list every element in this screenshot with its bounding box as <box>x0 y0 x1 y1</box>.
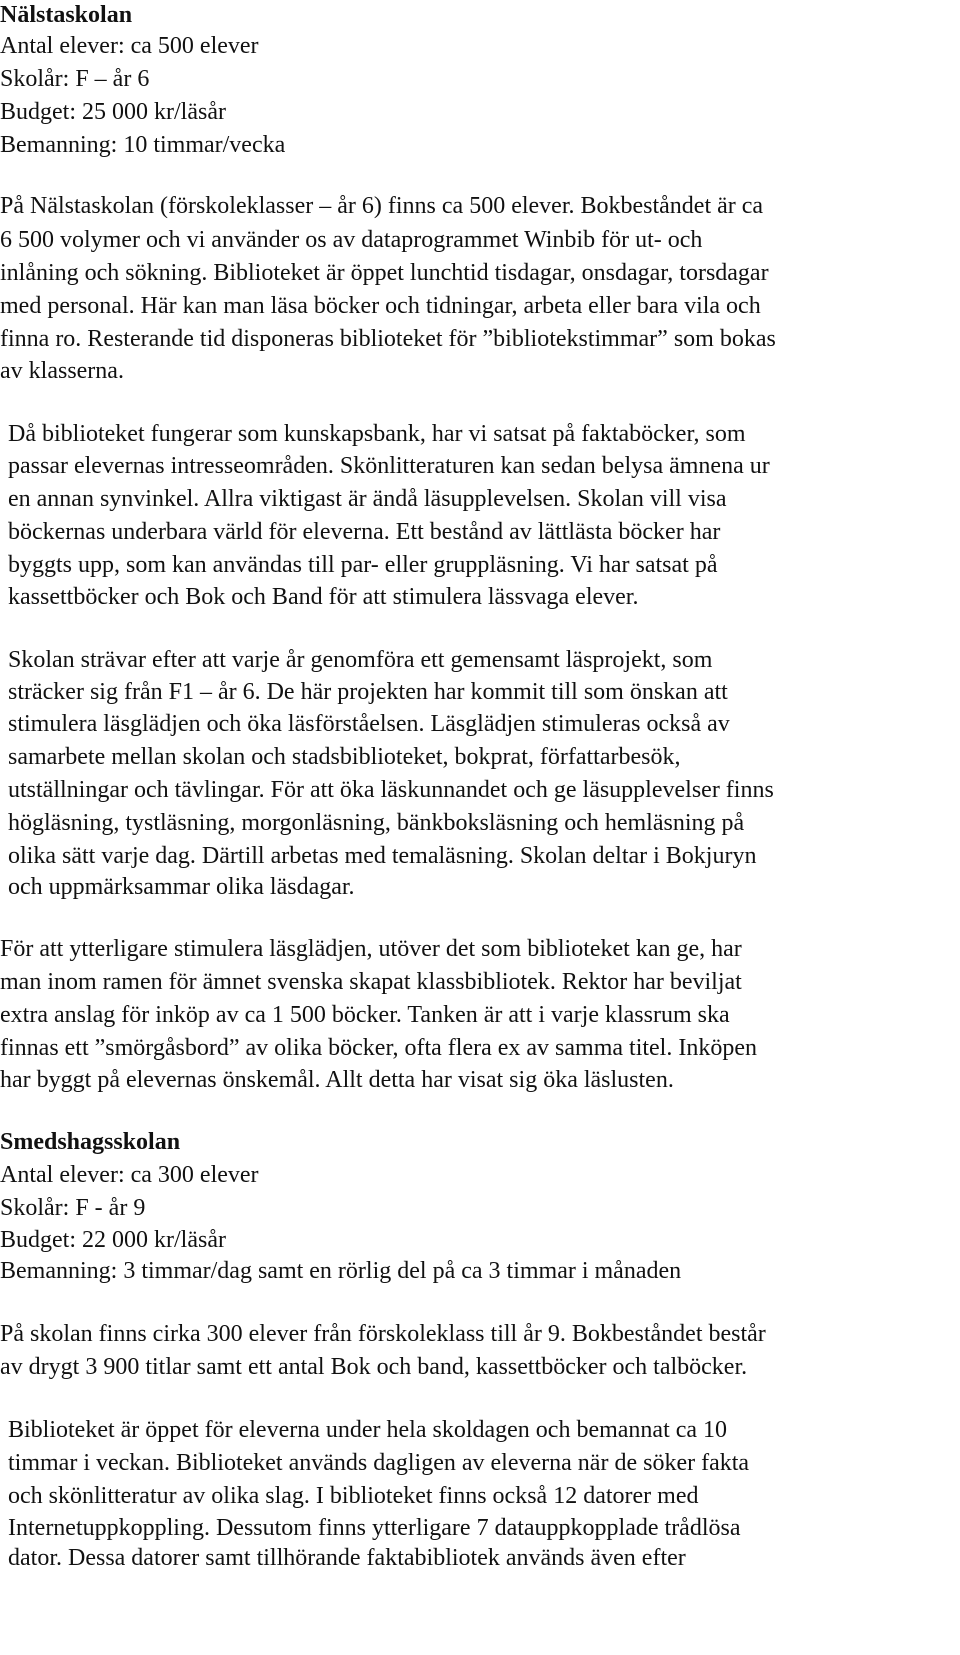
text-line: samarbete mellan skolan och stadsbiblioteket, bokprat, författarbesök, <box>8 744 681 770</box>
text-line: av klasserna. <box>0 358 124 384</box>
text-line: dator. Dessa datorer samt tillhörande faktabibliotek används även efter <box>8 1545 686 1571</box>
school-heading: Smedshagsskolan <box>0 1129 181 1155</box>
text-line: extra anslag för inköp av ca 1 500 böcker. Tanken är att i varje klassrum ska <box>0 1002 730 1028</box>
fact-line: Skolår: F – år 6 <box>0 66 150 92</box>
text-line: inlåning och sökning. Biblioteket är öppet lunchtid tisdagar, onsdagar, torsdagar <box>0 260 769 286</box>
fact-line: Antal elever: ca 300 elever <box>0 1162 259 1188</box>
fact-line: Bemanning: 10 timmar/vecka <box>0 132 286 158</box>
fact-line: Budget: 22 000 kr/läsår <box>0 1227 226 1253</box>
text-line: en annan synvinkel. Allra viktigast är ändå läsupplevelsen. Skolan vill visa <box>8 486 727 512</box>
text-line: Internetuppkoppling. Dessutom finns ytterligare 7 datauppkopplade trådlösa <box>8 1515 741 1541</box>
text-line: finna ro. Resterande tid disponeras biblioteket för ”bibliotekstimmar” som bokas <box>0 326 776 352</box>
text-line: kassettböcker och Bok och Band för att stimulera lässvaga elever. <box>8 584 639 610</box>
text-line: 6 500 volymer och vi använder os av dataprogrammet Winbib för ut- och <box>0 227 703 253</box>
text-line: högläsning, tystläsning, morgonläsning, bänkboksläsning och hemläsning på <box>8 810 745 836</box>
fact-line: Budget: 25 000 kr/läsår <box>0 99 226 125</box>
text-line: På skolan finns cirka 300 elever från förskoleklass till år 9. Bokbeståndet består <box>0 1321 766 1347</box>
text-line: Biblioteket är öppet för eleverna under hela skoldagen och bemannat ca 10 <box>8 1417 728 1443</box>
text-line: med personal. Här kan man läsa böcker och tidningar, arbeta eller bara vila och <box>0 293 761 319</box>
text-line: sträcker sig från F1 – år 6. De här projekten har kommit till som önskan att <box>8 679 728 705</box>
text-line: För att ytterligare stimulera läsglädjen, utöver det som biblioteket kan ge, har <box>0 936 742 962</box>
text-line: Skolan strävar efter att varje år genomföra ett gemensamt läsprojekt, som <box>8 647 713 673</box>
fact-line: Skolår: F - år 9 <box>0 1195 146 1221</box>
text-line: Då biblioteket fungerar som kunskapsbank, har vi satsat på faktaböcker, som <box>8 421 746 447</box>
text-line: av drygt 3 900 titlar samt ett antal Bok och band, kassettböcker och talböcker. <box>0 1354 748 1380</box>
fact-line: Antal elever: ca 500 elever <box>0 33 259 59</box>
school-heading: Nälstaskolan <box>0 2 133 28</box>
text-line: böckernas underbara värld för eleverna. Ett bestånd av lättlästa böcker har <box>8 519 721 545</box>
text-line: olika sätt varje dag. Därtill arbetas med temaläsning. Skolan deltar i Bokjuryn <box>8 843 757 869</box>
text-line: har byggt på elevernas önskemål. Allt detta har visat sig öka läslusten. <box>0 1067 674 1093</box>
text-line: utställningar och tävlingar. För att öka läskunnandet och ge läsupplevelser finns <box>8 777 774 803</box>
text-line: passar elevernas intresseområden. Skönlitteraturen kan sedan belysa ämnena ur <box>8 453 770 479</box>
text-line: man inom ramen för ämnet svenska skapat klassbibliotek. Rektor har beviljat <box>0 969 742 995</box>
text-line: finnas ett ”smörgåsbord” av olika böcker, ofta flera ex av samma titel. Inköpen <box>0 1035 757 1061</box>
text-line: stimulera läsglädjen och öka läsförståelsen. Läsglädjen stimuleras också av <box>8 711 730 737</box>
text-line: På Nälstaskolan (förskoleklasser – år 6) finns ca 500 elever. Bokbeståndet är ca <box>0 193 764 219</box>
text-line: timmar i veckan. Biblioteket används dagligen av eleverna när de söker fakta <box>8 1450 750 1476</box>
fact-line: Bemanning: 3 timmar/dag samt en rörlig del på ca 3 timmar i månaden <box>0 1258 682 1284</box>
text-line: och skönlitteratur av olika slag. I biblioteket finns också 12 datorer med <box>8 1483 699 1509</box>
text-line: och uppmärksammar olika läsdagar. <box>8 874 355 900</box>
text-line: byggts upp, som kan användas till par- eller gruppläsning. Vi har satsat på <box>8 552 718 578</box>
